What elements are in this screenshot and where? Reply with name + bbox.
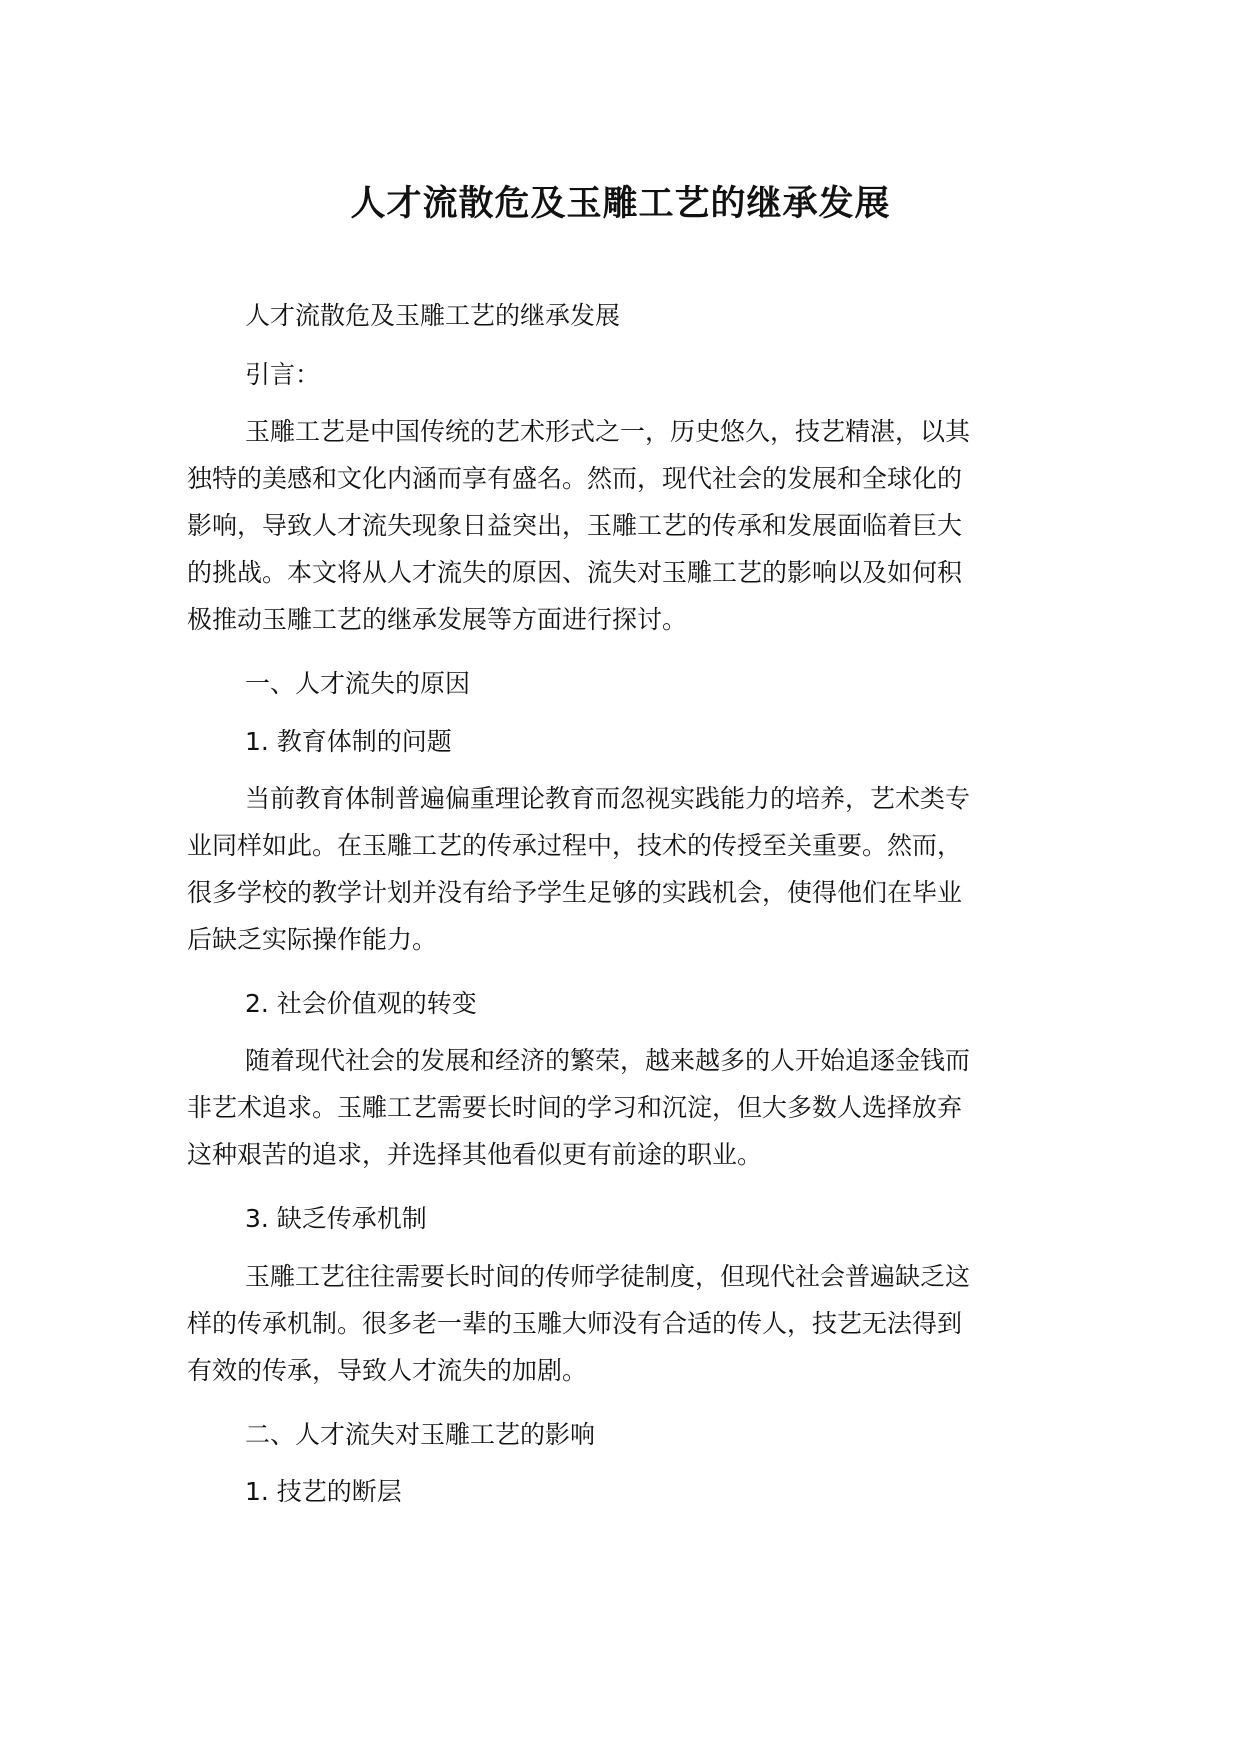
section-heading: 二、人才流失对玉雕工艺的影响 — [245, 1420, 596, 1449]
paragraph-line: 玉雕工艺是中国传统的艺术形式之一，历史悠久，技艺精湛，以其 — [245, 417, 971, 446]
paragraph-line: 独特的美感和文化内涵而享有盛名。然而，现代社会的发展和全球化的 — [187, 464, 963, 493]
subsection-heading: 3. 缺乏传承机制 — [245, 1204, 427, 1233]
subsection-heading: 1. 教育体制的问题 — [245, 727, 452, 756]
paragraph-line: 样的传承机制。很多老一辈的玉雕大师没有合适的传人，技艺无法得到 — [187, 1309, 963, 1338]
subsection-heading: 2. 社会价值观的转变 — [245, 989, 477, 1018]
intro-heading: 引言： — [245, 360, 321, 389]
paragraph-line: 的挑战。本文将从人才流失的原因、流失对玉雕工艺的影响以及如何积 — [187, 558, 963, 587]
paragraph-line: 当前教育体制普遍偏重理论教育而忽视实践能力的培养，艺术类专 — [245, 784, 971, 813]
document-title: 人才流散危及玉雕工艺的继承发展 — [350, 184, 891, 224]
subtitle-line: 人才流散危及玉雕工艺的继承发展 — [245, 301, 621, 330]
paragraph-line: 这种艰苦的追求，并选择其他看似更有前途的职业。 — [187, 1140, 763, 1169]
paragraph-line: 很多学校的教学计划并没有给予学生足够的实践机会，使得他们在毕业 — [187, 878, 963, 907]
paragraph-line: 玉雕工艺往往需要长时间的传师学徒制度，但现代社会普遍缺乏这 — [245, 1262, 971, 1291]
paragraph-line: 随着现代社会的发展和经济的繁荣，越来越多的人开始追逐金钱而 — [245, 1046, 971, 1075]
paragraph-line: 极推动玉雕工艺的继承发展等方面进行探讨。 — [187, 605, 688, 634]
paragraph-line: 非艺术追求。玉雕工艺需要长时间的学习和沉淀，但大多数人选择放弃 — [187, 1093, 963, 1122]
section-heading: 一、人才流失的原因 — [245, 669, 471, 698]
paragraph-line: 有效的传承，导致人才流失的加剧。 — [187, 1356, 588, 1385]
paragraph-line: 业同样如此。在玉雕工艺的传承过程中，技术的传授至关重要。然而， — [187, 831, 963, 860]
paragraph-line: 后缺乏实际操作能力。 — [187, 925, 438, 954]
paragraph-line: 影响，导致人才流失现象日益突出，玉雕工艺的传承和发展面临着巨大 — [187, 511, 963, 540]
subsection-heading: 1. 技艺的断层 — [245, 1477, 402, 1506]
